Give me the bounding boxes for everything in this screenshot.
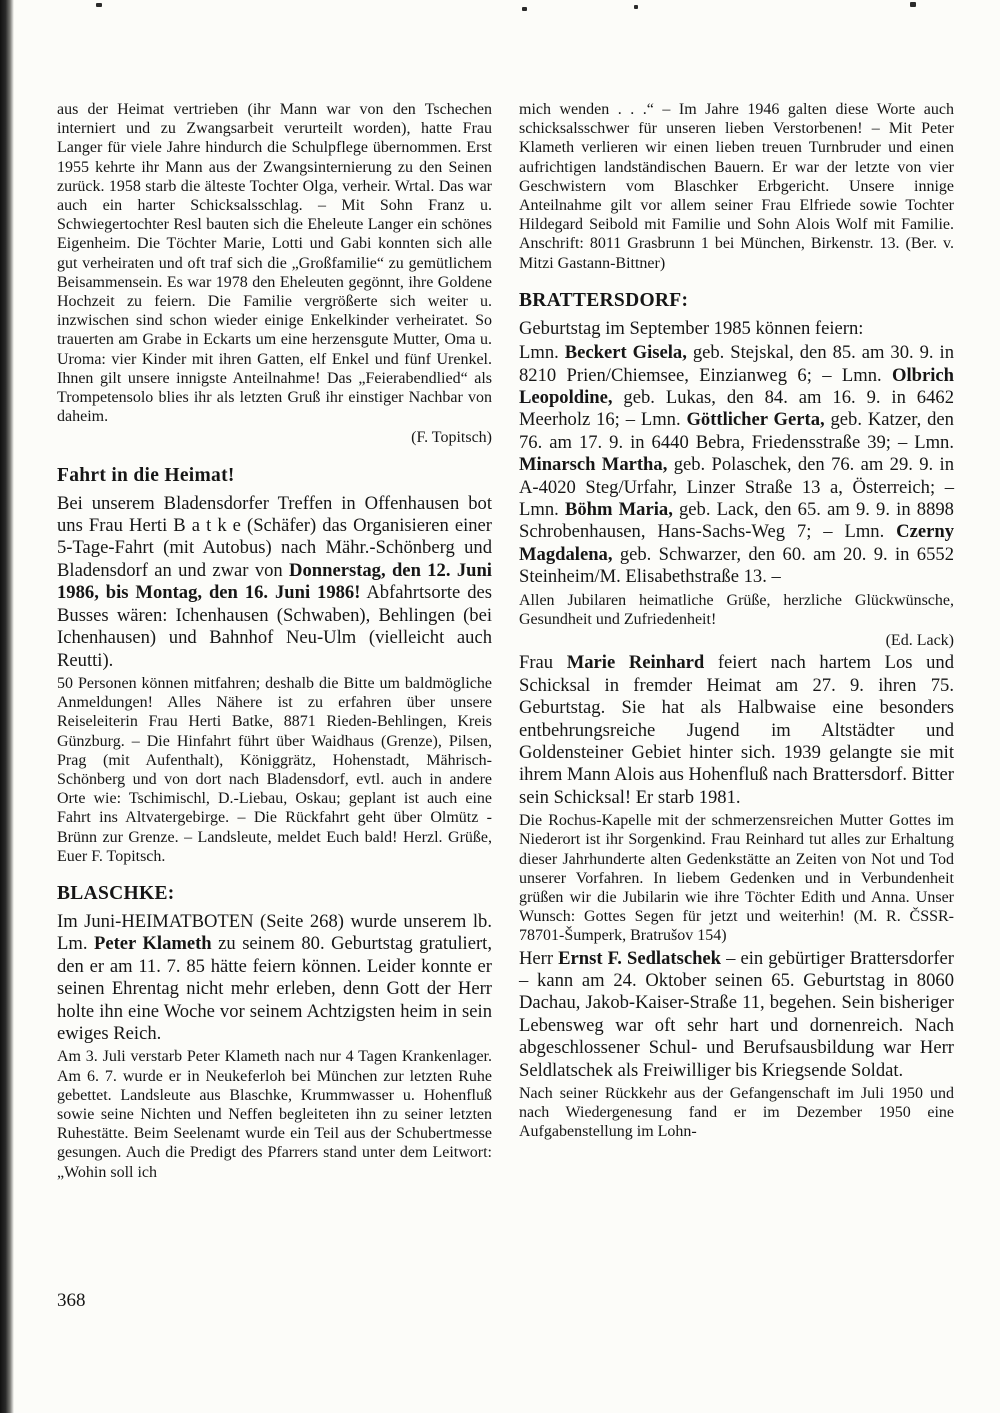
paragraph (57, 493, 492, 672)
text-run: Lmn. (519, 342, 565, 364)
bold-text-run: Donnerstag, den 12. Juni 1986, bis Montag, den 16. Juni 1986! (57, 559, 492, 604)
text-run: Abfahrtsorte des Busses wären: Ichenhausen (Schwaben), Behlingen (bei Ichenhausen) und Bahnhof Neu-Ulm (vielleicht auch Reutti). (57, 582, 492, 671)
text-run: BRATTERSDORF: (519, 289, 689, 311)
text-run: Geburtstag im September 1985 können feiern: (519, 317, 864, 339)
bold-text-run: Czerny Magdalena, (519, 521, 954, 565)
text-run: (Ed. Lack) (885, 632, 954, 650)
text-columns (57, 100, 954, 1182)
scan-edge-artifact (0, 0, 14, 1413)
section-heading (57, 882, 492, 906)
paragraph (519, 652, 954, 809)
right-column (519, 100, 954, 1182)
text-run: Im Juni-HEIMATBOTEN (Seite 268) wurde unserem lb. Lm. (57, 910, 492, 955)
bold-text-run: Göttlicher Gerta, (686, 409, 825, 431)
bold-text-run: Olbrich Leopoldine, (519, 364, 954, 409)
paragraph (519, 342, 954, 588)
text-run: Bei unserem Bladensdorfer Treffen in Offenhausen bot uns Frau Herti B a t k e (Schäfer) das Organisieren einer 5-Tage-Fahrt (mit Autobus) nach Mähr.-Schönberg und Bladensdorf an und zwar von (57, 492, 492, 581)
paragraph (57, 674, 492, 866)
section-heading (57, 464, 492, 488)
text-run: Frau (519, 652, 567, 674)
text-run: mich wenden . . .“ – Im Jahre 1946 galten diese Worte auch schicksalsschwer für unseren lieben Verstorbenen! – Mit Peter Klameth verlieren wir einen lieben treuen Turnbruder und einen aufrichtigen landständischen Bauern. Er war der letzte von vier Geschwistern vom Blaschker Erbgericht. Unsere innige Anteilnahme gilt vor allem seiner Frau Elfriede sowie Tochter Hildegard Seibold mit Familie und Sohn Alois Wolf mit Familie. Anschrift: 8011 Grasbrunn 1 bei München, Birkenstr. 13. (Ber. v. Mitzi Gastann-Bittner) (519, 101, 954, 272)
paragraph (57, 100, 492, 426)
scan-speck (910, 2, 916, 7)
page-number: 368 (57, 1290, 86, 1311)
paragraph (519, 1084, 954, 1142)
text-run: geb. Lukas, den 84. am 16. 9. in 6462 Meerholz 16; – Lmn. (519, 387, 954, 431)
bold-text-run: Böhm Maria, (564, 499, 673, 521)
paragraph (519, 948, 954, 1082)
paragraph (519, 318, 954, 340)
text-run: BLASCHKE: (57, 882, 175, 904)
section-heading (519, 289, 954, 313)
paragraph (519, 811, 954, 945)
scan-speck (522, 7, 527, 11)
text-run: geb. Schwarzer, den 60. am 20. 9. in 6552 Steinheim/M. Elisabethstraße 13. – (519, 543, 954, 588)
left-column (57, 100, 492, 1182)
paragraph (57, 911, 492, 1045)
text-run: 50 Personen können mitfahren; deshalb die Bitte um baldmögliche Anmeldungen! Alles Nähere ist zu erfahren über unsere Reiseleiterin Frau Herti Batke, 8871 Rieden-Behlingen, Kreis Günzburg. – Die Hinfahrt führt über Waidhaus (Grenze), Pilsen, Prag (mit Aufenthalt), Königgrätz, Hohenstadt, Mährisch- Schönberg und von dort nach Bladensdorf, evtl. auch in andere Orte wie: Tschimischl, D.-Liebau, Oskau; geplant ist auch eine Fahrt ins Altvatergebirge. – Die Rückfahrt geht über Olmütz - Brünn zur Grenze. – Landsleute, meldet Euch bald! Herzl. Grüße, Euer F. Topitsch. (57, 674, 492, 865)
text-run: Nach seiner Rückkehr aus der Gefangenschaft im Juli 1950 und nach Wiedergenesung fand er im Dezember 1950 eine Aufgabenstellung im Lohn- (519, 1085, 954, 1141)
text-run: – ein gebürtiger Brattersdorfer – kann am 24. Oktober seinen 65. Geburtstag in 8060 Dachau, Jakob-Kaiser-Straße 11, begehen. Sein bisheriger Lebensweg war oft sehr hart und dornenreich. Nach abgeschlossener Schul- und Berufsausbildung war Herr Seldlatschek als Freiwilliger bis Kriegsende Soldat. (519, 947, 954, 1081)
text-run: geb. Stejskal, den 85. am 30. 9. in 8210 Prien/Chiemsee, Einzianweg 6; – Lmn. (519, 342, 955, 386)
bold-text-run: Marie Reinhard (566, 652, 705, 674)
text-run: Am 3. Juli verstarb Peter Klameth nach nur 4 Tagen Krankenlager. Am 6. 7. wurde er in Neukeferloh bei München zur letzten Ruhe gebettet. Landsleute aus Blaschke, Krummwasser u. Hohenfluß sowie seine Nichten und Neffen begleiteten ihn zu seiner letzten Ruhestätte. Beim Seelenamt wurde ein Teil aus der Schubertmesse gesungen. Auch die Predigt des Pfarrers stand unter dem Leitwort: „Wohin soll ich (57, 1048, 492, 1181)
text-run: geb. Lack, den 65. am 9. 9. in 8898 Schrobenhausen, Hans-Sachs-Weg 7; – Lmn. (519, 499, 954, 543)
paragraph (519, 591, 954, 629)
signature-line (519, 631, 954, 650)
scan-speck (634, 5, 638, 9)
paragraph (57, 1047, 492, 1181)
text-run: Herr (519, 947, 559, 969)
text-run: aus der Heimat vertrieben (ihr Mann war von den Tschechen interniert und zu Zwangsarbeit verurteilt worden), hatte Frau Langer für viele Jahre hindurch die Schulpflege übernommen. Erst 1955 kehrte ihr Mann aus der Zwangsinternierung zu den Seinen zurück. 1958 starb die älteste Tochter Olga, verheir. Wrtal. Das war auch ein harter Schicksalsschlag. – Mit Sohn Franz u. Schwiegertochter Resl bauten sich die Eheleute Langer ein schönes Eigenheim. Die Töchter Marie, Lotti und Gabi konnten sich alle gut verheiraten und oft traf sich die „Großfamilie“ zu gemütlichem Beisammensein. Es war 1978 den Eheleuten gegönnt, ihre Goldene Hochzeit zu feiern. Die Familie vergrößerte sich weiter u. inzwischen sind schon wieder einige Enkelkinder verheiratet. So trauerten am Grabe in Eckarts um eine herzensgute Mutter, Oma u. Uroma: vier Kinder mit ihren Gatten, elf Enkel und fünf Urenkel. Ihnen gilt unsere innigste Anteilnahme! Das „Feierabendlied“ als Trompetensolo blies ihr als letzten Gruß ihr einstiger Nachbar von daheim. (57, 101, 492, 426)
text-run: Fahrt in die Heimat! (57, 464, 235, 486)
scan-speck (96, 3, 102, 7)
text-run: feiert nach hartem Los und Schicksal in fremder Heimat am 27. 9. ihren 75. Geburtstag. Sie hat als Halbwaise eine besonders entbehrungsreiche Jugend im Altstädter und Goldensteiner Gebiet hinter sich. 1939 gelangte sie mit ihrem Mann Alois aus Hohenfluß nach Brattersdorf. Bitter sein Schicksal! Er starb 1981. (519, 652, 955, 808)
text-run: zu seinem 80. Geburtstag gratuliert, den er am 11. 7. 85 hätte feiern können. Leider konnte er seinen Ehrentag nicht mehr erleben, denn Gott der Herr holte ihn eine Woche vor seinem Achtzigsten heim in sein ewiges Reich. (57, 933, 492, 1044)
text-run: geb. Polaschek, den 76. am 29. 9. in A-4020 Steg/Urfahr, Linzer Straße 13 a, Österreich; – Lmn. (519, 454, 954, 521)
text-run: (F. Topitsch) (411, 429, 492, 447)
signature-line (57, 428, 492, 447)
text-run: geb. Katzer, den 76. am 17. 9. in 6440 Bebra, Friedensstraße 39; – Lmn. (519, 409, 954, 453)
bold-text-run: Peter Klameth (93, 933, 212, 955)
bold-text-run: Beckert Gisela, (564, 342, 687, 364)
text-run: Die Rochus-Kapelle mit der schmerzensreichen Mutter Gottes im Niederort ist ihr Sorgenkind. Frau Reinhard tut alles zur Erhaltung dieser Jahrhunderte alten Gedenkstätte an Zeiten von Not und Tod unserer Vorfahren. In liebem Gedenken und in Verbundenheit grüßen wir die Jubilarin wie ihre Töchter Edith und Anna. Unser Wunsch: Gottes Segen für jetzt und weiterhin! (M. R. ČSSR-78701-Šumperk, Bratrušov 154) (519, 812, 954, 945)
text-run: Allen Jubilaren heimatliche Grüße, herzliche Glückwünsche, Gesundheit und Zufriedenheit! (519, 591, 954, 628)
bold-text-run: Ernst F. Sedlatschek (558, 947, 722, 969)
paragraph (519, 100, 954, 273)
bold-text-run: Minarsch Martha, (519, 454, 668, 476)
